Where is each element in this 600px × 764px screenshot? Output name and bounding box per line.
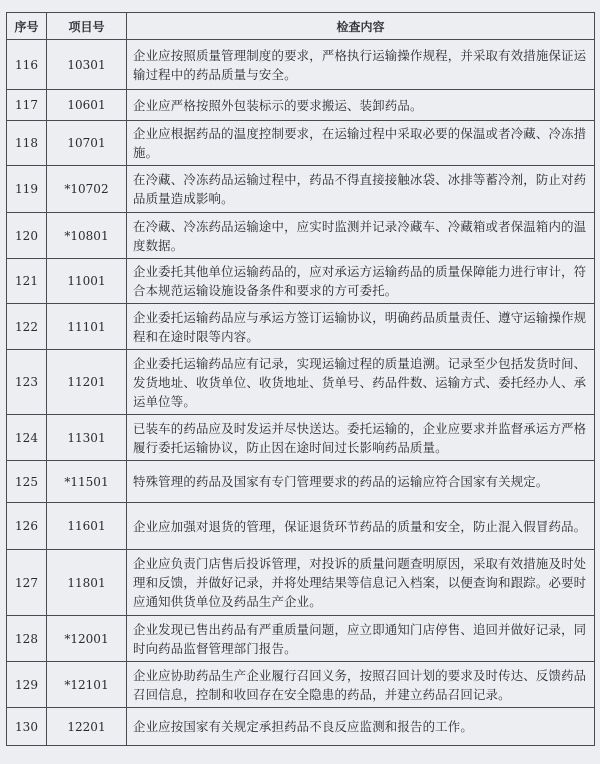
row-seq: 121 bbox=[7, 259, 47, 304]
row-content: 企业应按照质量管理制度的要求，严格执行运输操作规程，并采取有效措施保证运输过程中的药品质量与安全。 bbox=[127, 40, 595, 90]
header-seq: 序号 bbox=[7, 13, 47, 40]
row-item-code: 10701 bbox=[47, 121, 127, 166]
row-item-code: 12201 bbox=[47, 708, 127, 746]
row-seq: 124 bbox=[7, 415, 47, 461]
row-item-code: *10801 bbox=[47, 213, 127, 259]
row-item-code: 10601 bbox=[47, 90, 127, 121]
row-seq: 130 bbox=[7, 708, 47, 746]
row-content: 企业委托运输药品应有记录，实现运输过程的质量追溯。记录至少包括发货时间、发货地址、收货单位、收货地址、货单号、药品件数、运输方式、委托经办人、承运单位等。 bbox=[127, 350, 595, 415]
row-seq: 119 bbox=[7, 166, 47, 213]
row-content: 企业应协助药品生产企业履行召回义务，按照召回计划的要求及时传达、反馈药品召回信息，控制和收回存在安全隐患的药品，并建立药品召回记录。 bbox=[127, 662, 595, 708]
table-row bbox=[7, 461, 595, 503]
row-seq: 129 bbox=[7, 662, 47, 708]
row-item-code: 11301 bbox=[47, 415, 127, 461]
row-item-code: *12101 bbox=[47, 662, 127, 708]
table-row bbox=[7, 121, 595, 166]
table-row bbox=[7, 40, 595, 90]
row-item-code: 11201 bbox=[47, 350, 127, 415]
table-row bbox=[7, 503, 595, 550]
row-content: 企业委托其他单位运输药品的，应对承运方运输药品的质量保障能力进行审计，符合本规范运输设施设备条件和要求的方可委托。 bbox=[127, 259, 595, 304]
inspection-table bbox=[6, 12, 595, 746]
row-seq: 120 bbox=[7, 213, 47, 259]
table-row bbox=[7, 304, 595, 350]
table-row bbox=[7, 616, 595, 662]
row-content: 企业应根据药品的温度控制要求，在运输过程中采取必要的保温或者冷藏、冷冻措施。 bbox=[127, 121, 595, 166]
row-content: 企业应按国家有关规定承担药品不良反应监测和报告的工作。 bbox=[127, 708, 595, 746]
row-item-code: 11801 bbox=[47, 550, 127, 616]
row-seq: 117 bbox=[7, 90, 47, 121]
row-content: 企业应加强对退货的管理，保证退货环节药品的质量和安全，防止混入假冒药品。 bbox=[127, 503, 595, 550]
row-content: 在冷藏、冷冻药品运输过程中，药品不得直接接触冰袋、冰排等蓄冷剂，防止对药品质量造成影响。 bbox=[127, 166, 595, 213]
table-row bbox=[7, 662, 595, 708]
row-seq: 118 bbox=[7, 121, 47, 166]
row-content: 企业应严格按照外包装标示的要求搬运、装卸药品。 bbox=[127, 90, 595, 121]
row-content: 企业应负责门店售后投诉管理，对投诉的质量问题查明原因，采取有效措施及时处理和反馈，并做好记录，并将处理结果等信息记入档案，以便查询和跟踪。必要时应通知供货单位及药品生产企业。 bbox=[127, 550, 595, 616]
row-seq: 123 bbox=[7, 350, 47, 415]
row-seq: 125 bbox=[7, 461, 47, 503]
row-seq: 128 bbox=[7, 616, 47, 662]
row-item-code: 11601 bbox=[47, 503, 127, 550]
header-item-code: 项目号 bbox=[47, 13, 127, 40]
row-item-code: *10702 bbox=[47, 166, 127, 213]
row-content: 特殊管理的药品及国家有专门管理要求的药品的运输应符合国家有关规定。 bbox=[127, 461, 595, 503]
table-row bbox=[7, 259, 595, 304]
table-row bbox=[7, 350, 595, 415]
row-seq: 116 bbox=[7, 40, 47, 90]
row-content: 在冷藏、冷冻药品运输途中，应实时监测并记录冷藏车、冷藏箱或者保温箱内的温度数据。 bbox=[127, 213, 595, 259]
row-seq: 126 bbox=[7, 503, 47, 550]
table-row bbox=[7, 166, 595, 213]
row-content: 企业发现已售出药品有严重质量问题，应立即通知门店停售、追回并做好记录，同时向药品监督管理部门报告。 bbox=[127, 616, 595, 662]
table-row bbox=[7, 550, 595, 616]
row-item-code: *12001 bbox=[47, 616, 127, 662]
row-item-code: 11001 bbox=[47, 259, 127, 304]
table-row bbox=[7, 213, 595, 259]
table-row bbox=[7, 415, 595, 461]
table-row bbox=[7, 708, 595, 746]
row-seq: 127 bbox=[7, 550, 47, 616]
row-seq: 122 bbox=[7, 304, 47, 350]
table-row bbox=[7, 90, 595, 121]
row-content: 企业委托运输药品应与承运方签订运输协议，明确药品质量责任、遵守运输操作规程和在途时限等内容。 bbox=[127, 304, 595, 350]
row-item-code: 11101 bbox=[47, 304, 127, 350]
row-item-code: 10301 bbox=[47, 40, 127, 90]
table-header-row bbox=[7, 13, 595, 40]
header-content: 检查内容 bbox=[127, 13, 595, 40]
row-item-code: *11501 bbox=[47, 461, 127, 503]
row-content: 已装车的药品应及时发运并尽快送达。委托运输的，企业应要求并监督承运方严格履行委托运输协议，防止因在途时间过长影响药品质量。 bbox=[127, 415, 595, 461]
